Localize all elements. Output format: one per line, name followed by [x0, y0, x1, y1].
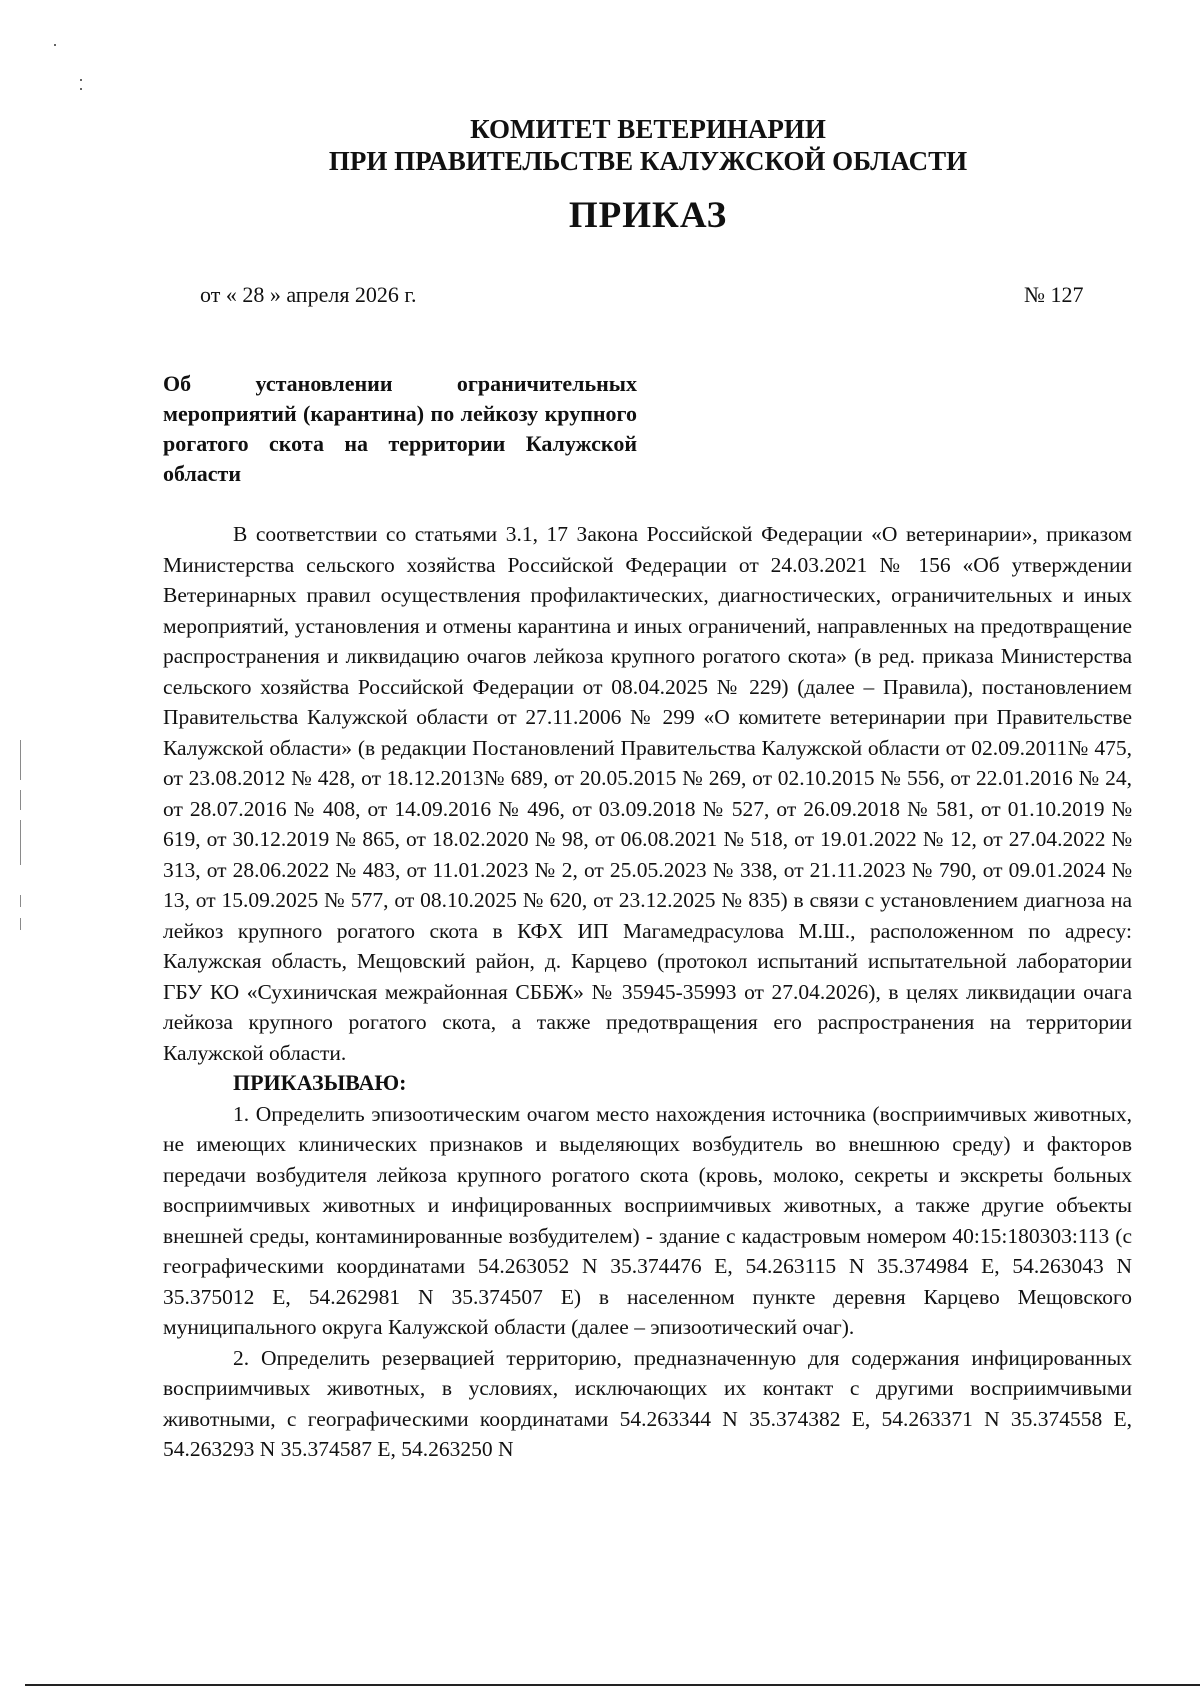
organization-name-line1: КОМИТЕТ ВЕТЕРИНАРИИ	[470, 114, 826, 144]
document-body	[163, 519, 1132, 1465]
scan-margin-mark	[20, 790, 21, 810]
document-type-title: ПРИКАЗ	[568, 195, 728, 236]
document-subject: Об установлении ограничительных мероприятий (карантина) по лейкозу крупного рогатого скота на территории Калужской области	[163, 371, 637, 486]
scan-speck	[80, 79, 82, 81]
scan-margin-mark	[20, 820, 21, 865]
scan-margin-mark	[20, 740, 21, 780]
page-bottom-edge	[25, 1684, 1200, 1686]
organization-name-line2: ПРИ ПРАВИТЕЛЬСТВЕ КАЛУЖСКОЙ ОБЛАСТИ	[328, 146, 968, 176]
scan-speck	[80, 88, 82, 90]
scan-margin-mark	[20, 895, 21, 907]
order-item-2: 2. Определить резервацией территорию, предназначенную для содержания инфицированных восприимчивых животных, в условиях, исключающих их контакт с другими восприимчивыми животными, с географическими координатами 54.263344 N 35.374382 E, 54.263371 N 35.374558 E, 54.263293 N 35.374587 E, 54.263250 N	[163, 1345, 1132, 1461]
preamble-paragraph: В соответствии со статьями 3.1, 17 Закона Российской Федерации «О ветеринарии», приказом Министерства сельского хозяйства Российской Федерации от 24.03.2021 № 156 «Об утверждении Ветеринарных правил осуществления профилактических, диагностических, ограничительных и иных мероприятий, установления и отмены карантина и иных ограничений, направленных на предотвращение распространения и ликвидацию очагов лейкоза крупного рогатого скота» (в ред. приказа Министерства сельского хозяйства Российской Федерации от 08.04.2025 № 229) (далее – Правила), постановлением Правительства Калужской области от 27.11.2006 № 299 «О комитете ветеринарии при Правительстве Калужской области» (в редакции Постановлений Правительства Калужской области от 02.09.2011№ 475, от 23.08.2012 № 428, от 18.12.2013№ 689, от 20.05.2015 № 269, от 02.10.2015 № 556, от 22.01.2016 № 24, от 28.07.2016 № 408, от 14.09.2016 № 496, от 03.09.2018 № 527, от 26.09.2018 № 581, от 01.10.2019 № 619, от 30.12.2019 № 865, от 18.02.2020 № 98, от 06.08.2021 № 518, от 19.01.2022 № 12, от 27.04.2022 № 313, от 28.06.2022 № 483, от 11.01.2023 № 2, от 25.05.2023 № 338, от 21.11.2023 № 790, от 09.01.2024 № 13, от 15.09.2025 № 577, от 08.10.2025 № 620, от 23.12.2025 № 835) в связи с установлением диагноза на лейкоз крупного рогатого скота в КФХ ИП Магамедрасулова М.Ш., расположенном по адресу: Калужская область, Мещовский район, д. Карцево (протокол испытаний испытательной лаборатории ГБУ КО «Сухиничская межрайонная СББЖ» № 35945-35993 от 27.04.2026), в целях ликвидации очага лейкоза крупного рогатого скота, а также предотвращения его распространения на территории Калужской области.	[163, 522, 1132, 1065]
scan-speck	[54, 44, 56, 46]
document-number: № 127	[1024, 282, 1084, 307]
scan-margin-mark	[20, 918, 21, 930]
document-date: от « 28 » апреля 2026 г.	[200, 282, 417, 307]
decree-word: ПРИКАЗЫВАЮ:	[233, 1070, 407, 1095]
order-item-1: 1. Определить эпизоотическим очагом место нахождения источника (восприимчивых животных, не имеющих клинических признаков и выделяющих возбудитель во внешнюю среду) и факторов передачи возбудителя лейкоза крупного рогатого скота (кровь, молоко, секреты и экскреты больных восприимчивых животных и инфицированных восприимчивых животных, а также другие объекты внешней среды, контаминированные возбудителем) - здание с кадастровым номером 40:15:180303:113 (с географическими координатами 54.263052 N 35.374476 E, 54.263115 N 35.374984 E, 54.263043 N 35.375012 E, 54.262981 N 35.374507 E) в населенном пункте деревня Карцево Мещовского муниципального округа Калужской области (далее – эпизоотический очаг).	[163, 1101, 1132, 1339]
